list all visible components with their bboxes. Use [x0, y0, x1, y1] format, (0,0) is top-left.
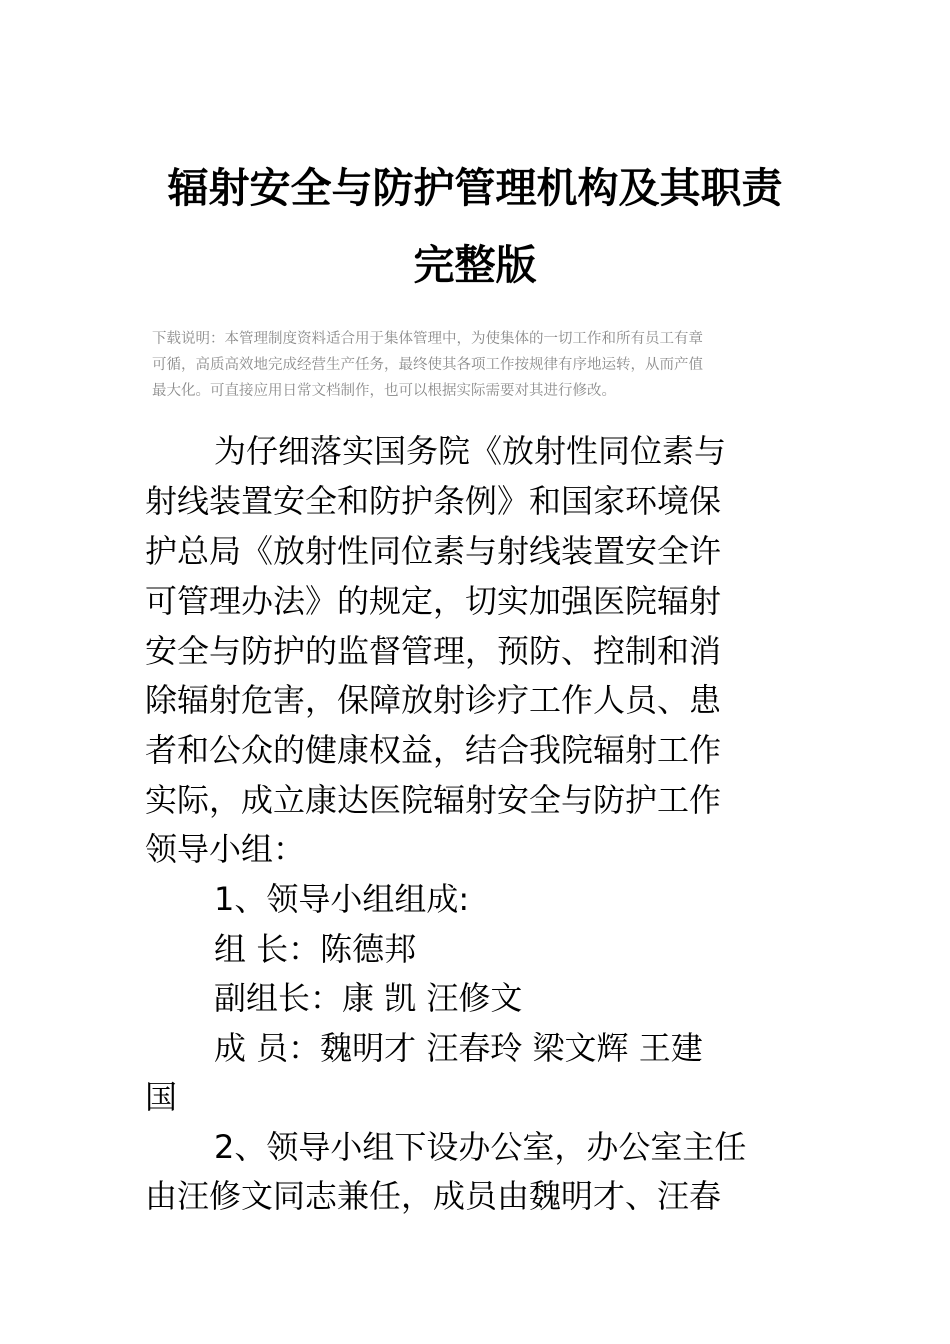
section-heading: 1、领导小组组成: [214, 880, 470, 918]
download-note: 下载说明：本管理制度资料适合用于集体管理中，为使集体的一切工作和所有员工有章 [152, 331, 703, 347]
section-heading: 2、领导小组下设办公室，办公室主任 [214, 1128, 747, 1166]
body-line: 除辐射危害，保障放射诊疗工作人员、患 [145, 681, 722, 719]
download-note: 最大化。可直接应用日常文档制作，也可以根据实际需要对其进行修改。 [152, 383, 616, 399]
body-line: 为仔细落实国务院《放射性同位素与 [214, 432, 727, 470]
body-line: 护总局《放射性同位素与射线装置安全许 [145, 532, 722, 570]
member-line: 副组长：康 凯 汪修文 [214, 979, 523, 1017]
member-line: 成 员：魏明才 汪春玲 梁文辉 王建 [214, 1029, 703, 1067]
member-line: 国 [145, 1078, 178, 1116]
document-title: 辐射安全与防护管理机构及其职责 [167, 164, 783, 212]
download-note: 可循，高质高效地完成经营生产任务，最终使其各项工作按规律有序地运转，从而产值 [152, 357, 703, 373]
document-title-suffix: 完整版 [413, 241, 537, 289]
body-line: 安全与防护的监督管理，预防、控制和消 [145, 632, 722, 670]
body-line: 由汪修文同志兼任，成员由魏明才、汪春 [145, 1177, 722, 1215]
body-line: 实际，成立康达医院辐射安全与防护工作 [145, 781, 722, 819]
body-line: 可管理办法》的规定，切实加强医院辐射 [145, 582, 722, 620]
member-line: 组 长：陈德邦 [214, 930, 417, 968]
body-line: 者和公众的健康权益，结合我院辐射工作 [145, 731, 722, 769]
body-line: 领导小组： [145, 830, 306, 868]
body-line: 射线装置安全和防护条例》和国家环境保 [145, 482, 722, 520]
